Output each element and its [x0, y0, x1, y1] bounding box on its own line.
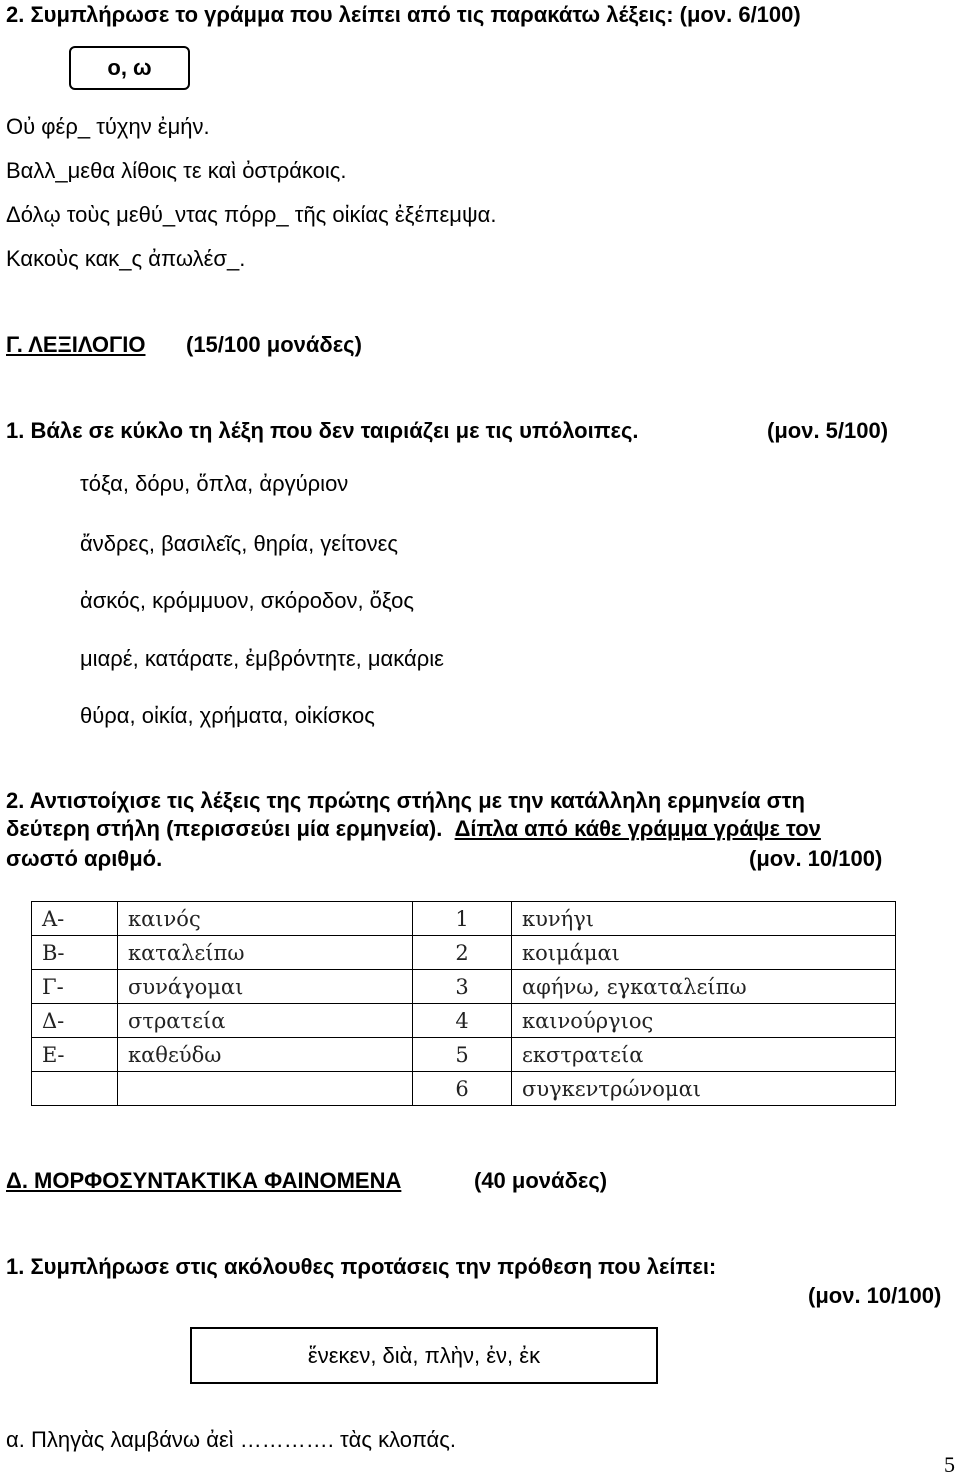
row-number: 5: [413, 1038, 512, 1072]
row-word: συνάγομαι: [118, 970, 413, 1004]
row-word: καταλείπω: [118, 936, 413, 970]
q2-line-3: Δόλῳ τοὺς μεθύ_ντας πόρρ_ τῆς οἰκίας ἐξέπεμψα.: [6, 202, 497, 227]
page-number: 5: [944, 1452, 955, 1477]
g1-points: (μον. 5/100): [767, 418, 889, 443]
row-meaning: κυνήγι: [512, 902, 896, 936]
row-number: 1: [413, 902, 512, 936]
g2-title-line-1: 2. Αντιστοίχισε τις λέξεις της πρώτης στήλης με την κατάλληλη ερμηνεία στη: [6, 788, 805, 813]
row-meaning: κοιμάμαι: [512, 936, 896, 970]
g1-word-group-3: ἀσκός, κρόμμυον, σκόροδον, ὄξος: [80, 588, 415, 613]
row-meaning: αφήνω, εγκαταλείπω: [512, 970, 896, 1004]
g1-word-group-5: θύρα, οἰκία, χρήματα, οἰκίσκος: [80, 703, 375, 728]
g2-title-line-3: σωστό αριθμό.: [6, 846, 163, 871]
row-word: στρατεία: [118, 1004, 413, 1038]
row-letter: Α-: [32, 902, 118, 936]
d1-prepositions-text: ἕνεκεν, διὰ, πλὴν, ἐν, ἐκ: [307, 1342, 541, 1368]
row-meaning: καινούργιος: [512, 1004, 896, 1038]
q2-options-text: ο, ω: [107, 55, 152, 80]
matching-table: [31, 901, 896, 1106]
g2-title-line-2: [6, 816, 821, 842]
row-word: καινός: [118, 902, 413, 936]
row-letter: [32, 1072, 118, 1106]
row-number: 4: [413, 1004, 512, 1038]
section-g-points: (15/100 μονάδες): [186, 332, 362, 357]
row-letter: Β-: [32, 936, 118, 970]
g2-title-line-2b: Δίπλα από κάθε γράμμα γράψε τον: [454, 816, 821, 841]
row-letter: Δ-: [32, 1004, 118, 1038]
g1-word-group-2: ἄνδρες, βασιλεῖς, θηρία, γείτονες: [80, 531, 399, 556]
row-number: 6: [413, 1072, 512, 1106]
d1-points: (μον. 10/100): [808, 1283, 942, 1308]
d1-sentence-a: α. Πληγὰς λαμβάνω ἀεὶ …………. τὰς κλοπάς.: [6, 1427, 456, 1452]
row-letter: Ε-: [32, 1038, 118, 1072]
d1-prepositions-box: [190, 1327, 658, 1384]
g2-points: (μον. 10/100): [749, 846, 883, 871]
q2-title: 2. Συμπλήρωσε το γράμμα που λείπει από τις παρακάτω λέξεις: (μον. 6/100): [6, 2, 801, 27]
table-row: [32, 1038, 896, 1072]
table-row: [32, 1072, 896, 1106]
section-g-title: Γ. ΛΕΞΙΛΟΓΙΟ: [6, 332, 146, 357]
table-row: [32, 1004, 896, 1038]
section-d-points: (40 μονάδες): [474, 1168, 608, 1193]
row-word: καθεύδω: [118, 1038, 413, 1072]
g1-word-group-1: τόξα, δόρυ, ὅπλα, ἀργύριον: [80, 471, 349, 496]
g2-title-line-2a: δεύτερη στήλη (περισσεύει μία ερμηνεία).: [6, 816, 443, 841]
g1-word-group-4: μιαρέ, κατάρατε, ἐμβρόντητε, μακάριε: [80, 646, 444, 671]
q2-options-box: [69, 46, 190, 90]
q2-line-2: Βαλλ_μεθα λίθοις τε καὶ ὀστράκοις.: [6, 158, 347, 183]
row-word: [118, 1072, 413, 1106]
d1-title: 1. Συμπλήρωσε στις ακόλουθες προτάσεις την πρόθεση που λείπει:: [6, 1254, 717, 1279]
row-meaning: εκστρατεία: [512, 1038, 896, 1072]
q2-line-4: Κακοὺς κακ_ς ἀπωλέσ_.: [6, 246, 246, 271]
table-row: [32, 936, 896, 970]
section-d-title: Δ. ΜΟΡΦΟΣΥΝΤΑΚΤΙΚΑ ΦΑΙΝΟΜΕΝΑ: [6, 1168, 402, 1193]
table-row: [32, 970, 896, 1004]
g1-title: 1. Βάλε σε κύκλο τη λέξη που δεν ταιριάζει με τις υπόλοιπες.: [6, 418, 639, 443]
table-row: [32, 902, 896, 936]
row-number: 2: [413, 936, 512, 970]
row-number: 3: [413, 970, 512, 1004]
row-meaning: συγκεντρώνομαι: [512, 1072, 896, 1106]
row-letter: Γ-: [32, 970, 118, 1004]
q2-line-1: Οὐ φέρ_ τύχην ἐμήν.: [6, 114, 210, 139]
